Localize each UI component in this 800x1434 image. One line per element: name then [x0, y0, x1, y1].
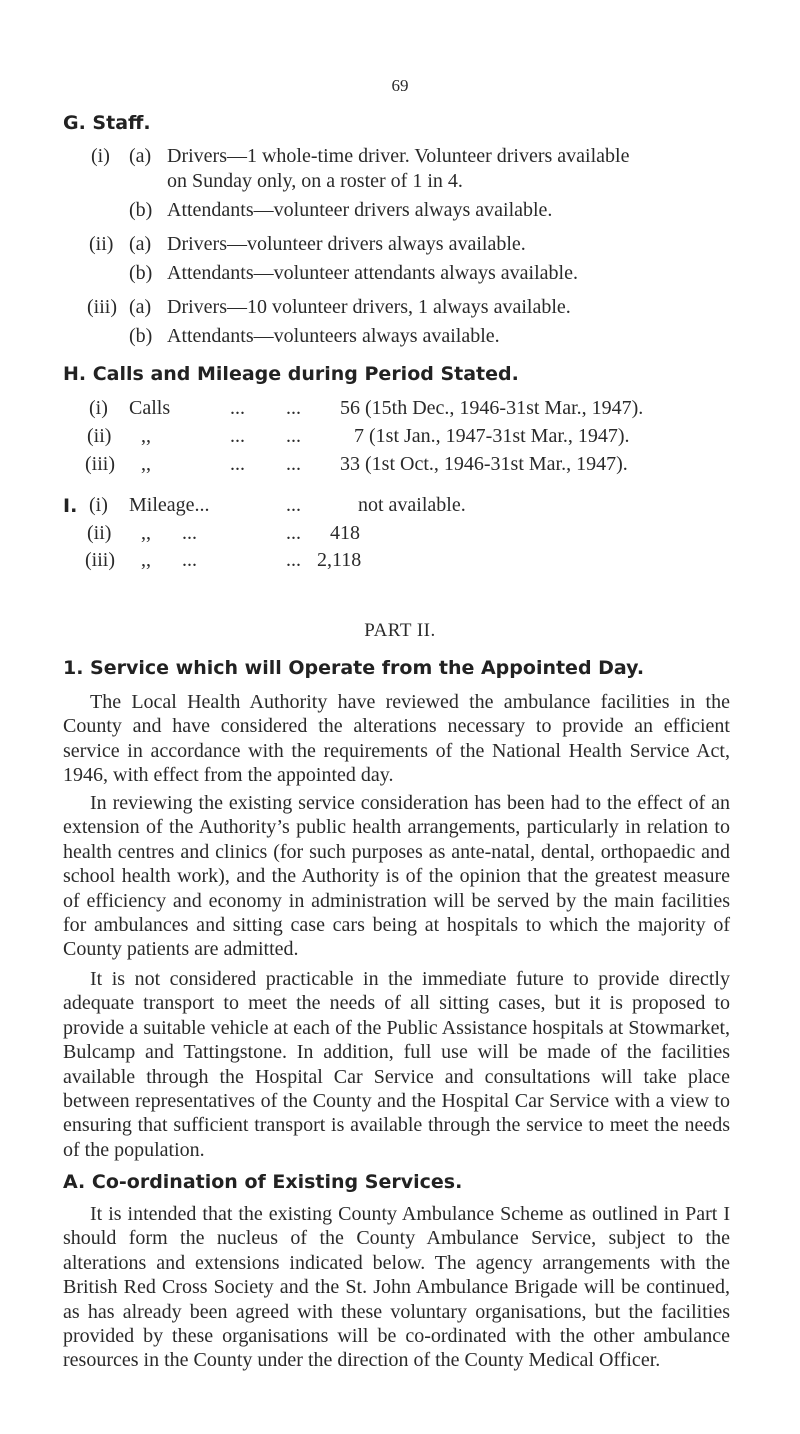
staff-item-text: Attendants—volunteer drivers always available.: [167, 199, 553, 221]
staff-item-sub: (b): [129, 262, 153, 284]
calls-row-label: ,,: [141, 453, 151, 475]
section-a-heading: A. Co-ordination of Existing Services.: [63, 1171, 463, 1193]
section-h-heading: H. Calls and Mileage during Period Stated.: [63, 363, 519, 385]
staff-item-text: Attendants—volunteers always available.: [167, 325, 500, 347]
mileage-row-value: 418: [330, 522, 360, 544]
calls-row-value: 33 (1st Oct., 1946-31st Mar., 1947).: [340, 453, 628, 475]
staff-item-text: Attendants—volunteer attendants always available.: [167, 262, 578, 284]
calls-row-number: (ii): [87, 425, 112, 447]
mileage-row-number: (i): [89, 494, 108, 516]
staff-item-text: Drivers—volunteer drivers always available.: [167, 233, 526, 255]
body-paragraph: The Local Health Authority have reviewed the ambulance facilities in the County and have considered the alterations necessary to provide an efficient service in accordance with the requirements of the National Health Service Act, 1946, with effect from the appointed day.: [63, 691, 730, 787]
body-paragraph: In reviewing the existing service consideration has been had to the effect of an extension of the Authority’s public health arrangements, particularly in relation to health centres and clinics (for such purposes as ante-natal, dental, orthopaedic and school health work), and the Authority is of the opinion that the greatest measure of efficiency and economy in administration will be served by the main facilities for ambulances and sitting case cars being at hospitals to which the majority of County patients are admitted.: [63, 792, 730, 961]
mileage-row-label: ,,: [141, 522, 151, 544]
calls-row-value: 56 (15th Dec., 1946-31st Mar., 1947).: [340, 397, 644, 419]
calls-row-label: Calls: [129, 397, 171, 419]
calls-row-label: ,,: [141, 425, 151, 447]
staff-item-text-continued: on Sunday only, on a roster of 1 in 4.: [167, 170, 463, 192]
page-number: 69: [391, 76, 409, 95]
mileage-row-number: (ii): [87, 522, 112, 544]
staff-item-number: (iii): [87, 296, 117, 318]
mileage-row-value: not available.: [358, 494, 466, 516]
leader-dots: ...: [286, 425, 301, 447]
section-i-marker: I.: [63, 495, 78, 517]
staff-item-text: Drivers—10 volunteer drivers, 1 always available.: [167, 296, 571, 318]
calls-row-number: (i): [89, 397, 108, 419]
leader-dots: ...: [182, 522, 197, 544]
leader-dots: ...: [286, 549, 301, 571]
staff-item-sub: (a): [129, 296, 152, 318]
staff-item-number: (ii): [89, 233, 114, 255]
calls-row-number: (iii): [85, 453, 115, 475]
calls-row-value: 7 (1st Jan., 1947-31st Mar., 1947).: [354, 425, 630, 447]
mileage-row-label: ,,: [141, 549, 151, 571]
staff-item-number: (i): [91, 145, 110, 167]
leader-dots: ...: [230, 397, 245, 419]
leader-dots: ...: [286, 494, 301, 516]
staff-item-sub: (a): [129, 233, 152, 255]
mileage-row-value: 2,118: [317, 549, 362, 571]
staff-item-sub: (a): [129, 145, 152, 167]
leader-dots: ...: [286, 397, 301, 419]
section-1-heading: 1. Service which will Operate from the Appointed Day.: [63, 657, 645, 679]
mileage-row-label: Mileage...: [129, 494, 210, 516]
staff-item-sub: (b): [129, 325, 153, 347]
leader-dots: ...: [286, 453, 301, 475]
leader-dots: ...: [286, 522, 301, 544]
leader-dots: ...: [182, 549, 197, 571]
body-paragraph: It is not considered practicable in the immediate future to provide directly adequate transport to meet the needs of all sitting cases, but it is proposed to provide a suitable vehicle at each of the Public Assistance hospitals at Stowmarket, Bulcamp and Tattingstone. In addition, full use will be made of the facilities available through the Hospital Car Service and consultations will take place between representatives of the County and the Hospital Car Service with a view to ensuring that sufficient transport is available through the service to meet the needs of the population.: [63, 968, 730, 1161]
section-g-heading: G. Staff.: [63, 112, 151, 134]
staff-item-sub: (b): [129, 199, 153, 221]
leader-dots: ...: [230, 425, 245, 447]
body-paragraph: It is intended that the existing County Ambulance Scheme as outlined in Part I should form the nucleus of the County Ambulance Service, subject to the alterations and extensions indicated below. The agency arrangements with the British Red Cross Society and the St. John Ambulance Brigade will be continued, as has already been agreed with these voluntary organisations, but the facilities provided by these organisations will be co-ordinated with the other ambulance resources in the County under the direction of the County Medical Officer.: [63, 1203, 730, 1372]
staff-item-text: Drivers—1 whole-time driver. Volunteer drivers available: [167, 145, 630, 167]
mileage-row-number: (iii): [85, 549, 115, 571]
part-title: PART II.: [364, 620, 436, 641]
leader-dots: ...: [230, 453, 245, 475]
